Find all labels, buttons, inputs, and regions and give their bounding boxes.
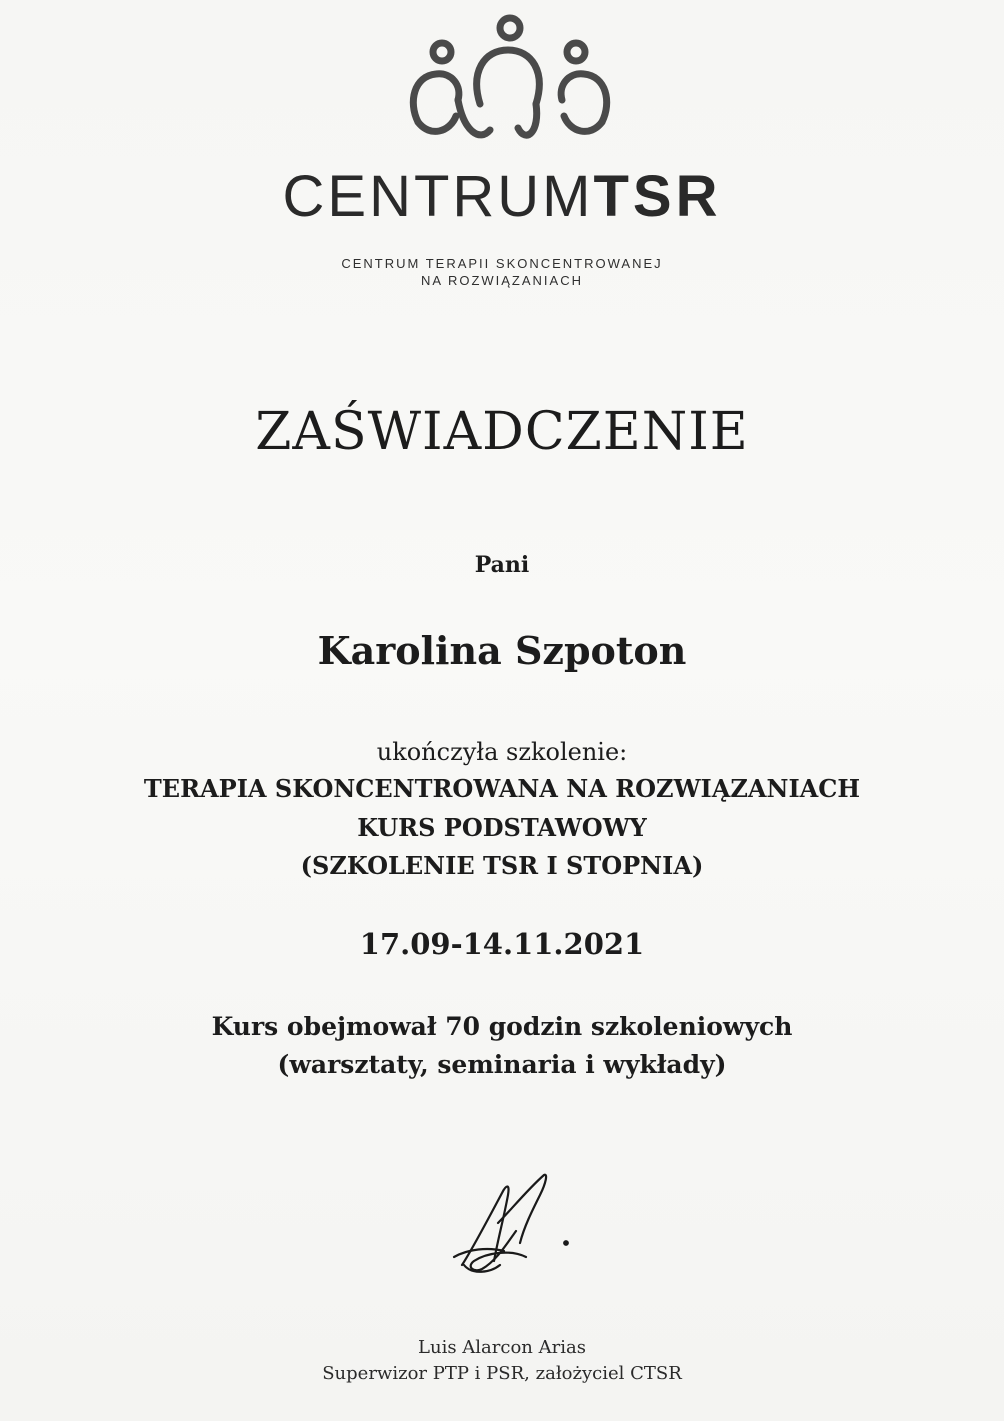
- certificate-title: ZAŚWIADCZENIE: [255, 402, 749, 462]
- brand-subtitle-line2: NA ROZWIĄZANIACH: [420, 273, 583, 288]
- signatory-role: Superwizor PTP i PSR, założyciel CTSR: [322, 1363, 682, 1384]
- course-title-line1: TERAPIA SKONCENTROWANA NA ROZWIĄZANIACH: [143, 774, 861, 803]
- course-title-line2: KURS PODSTAWOWY: [357, 813, 647, 842]
- brand-subtitle-line1: CENTRUM TERAPII SKONCENTROWANEJ: [341, 256, 663, 271]
- brand-bold: TSR: [593, 164, 722, 229]
- completed-text: ukończyła szkolenie:: [376, 738, 628, 766]
- handwritten-signature: [440, 1165, 590, 1280]
- salutation: Pani: [474, 552, 530, 578]
- course-hours-line2: (warsztaty, seminaria i wykłady): [277, 1050, 727, 1079]
- brand-wordmark: [0, 164, 1004, 229]
- course-hours-line1: Kurs obejmował 70 godzin szkoleniowych: [211, 1012, 793, 1041]
- brand-light: CENTRUM: [282, 164, 594, 229]
- recipient-name: Karolina Szpoton: [317, 628, 687, 673]
- signatory-name: Luis Alarcon Arias: [418, 1337, 586, 1358]
- people-logo-icon: [400, 12, 620, 142]
- course-dates: 17.09-14.11.2021: [359, 927, 645, 961]
- course-title-line3: (SZKOLENIE TSR I STOPNIA): [300, 851, 704, 880]
